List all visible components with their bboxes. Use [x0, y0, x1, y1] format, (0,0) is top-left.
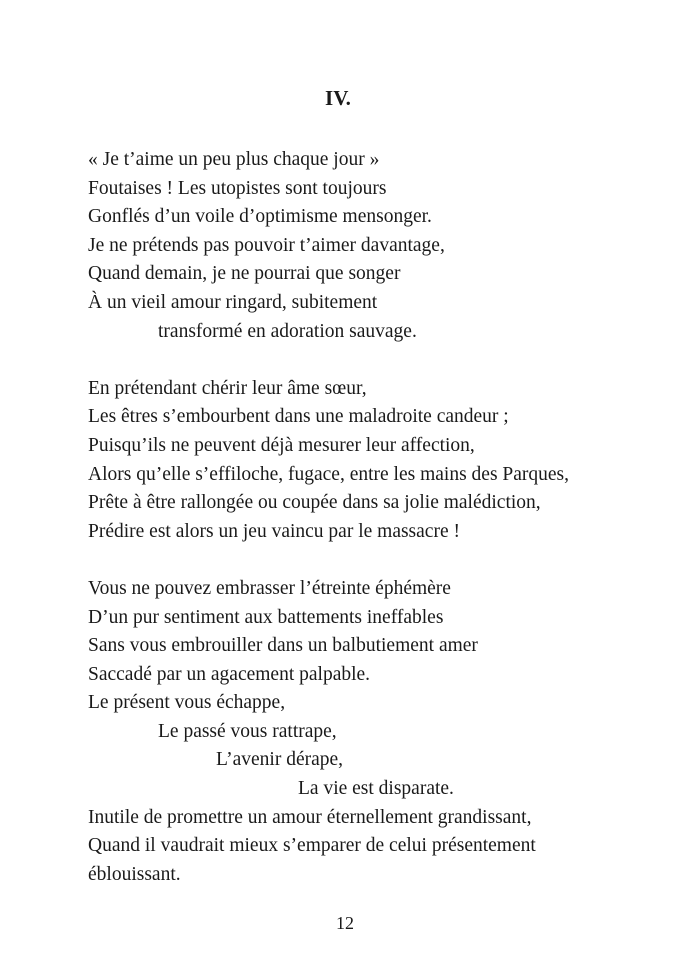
poem-line-indented: L’avenir dérape,: [216, 749, 344, 771]
poem-line: Vous ne pouvez embrasser l’étreinte éphémère: [88, 577, 451, 599]
poem-line: Les êtres s’embourbent dans une maladroite candeur ;: [88, 406, 509, 428]
poem-line: Inutile de promettre un amour éternellement grandissant,: [88, 806, 532, 828]
poem-line-indented: Le passé vous rattrape,: [158, 720, 337, 742]
poem-line: Quand demain, je ne pourrai que songer: [88, 263, 401, 285]
poem-line: Gonflés d’un voile d’optimisme mensonger.: [88, 206, 432, 228]
poem-line: Alors qu’elle s’effiloche, fugace, entre les mains des Parques,: [88, 463, 570, 485]
poem-body: [88, 146, 678, 918]
poem-line: Je ne prétends pas pouvoir t’aimer davantage,: [88, 234, 445, 256]
poem-line: À un vieil amour ringard, subitement: [88, 291, 378, 313]
poem-line: Prête à être rallongée ou coupée dans sa jolie malédiction,: [88, 492, 541, 514]
poem-line-indented: La vie est disparate.: [298, 778, 454, 800]
poem-line: Prédire est alors un jeu vaincu par le massacre !: [88, 520, 460, 542]
stanza-2: [88, 375, 678, 547]
poem-line: Foutaises ! Les utopistes sont toujours: [88, 177, 387, 199]
poem-line: En prétendant chérir leur âme sœur,: [88, 377, 367, 399]
poem-line: Quand il vaudrait mieux s’emparer de celui présentement: [88, 835, 536, 857]
poem-line: Saccadé par un agacement palpable.: [88, 663, 371, 685]
poem-line: éblouissant.: [88, 863, 181, 885]
poem-line-indented: transformé en adoration sauvage.: [158, 320, 417, 342]
poem-line: Sans vous embrouiller dans un balbutiement amer: [88, 635, 478, 657]
page-number: 12: [336, 913, 354, 933]
stanza-1: [88, 146, 678, 346]
poem-line: Le présent vous échappe,: [88, 692, 286, 714]
poem-line: Puisqu’ils ne peuvent déjà mesurer leur affection,: [88, 434, 475, 456]
stanza-3: [88, 575, 678, 890]
poem-title: IV.: [325, 86, 351, 110]
poem-line: « Je t’aime un peu plus chaque jour »: [88, 149, 380, 170]
poem-line: D’un pur sentiment aux battements ineffables: [88, 606, 444, 628]
